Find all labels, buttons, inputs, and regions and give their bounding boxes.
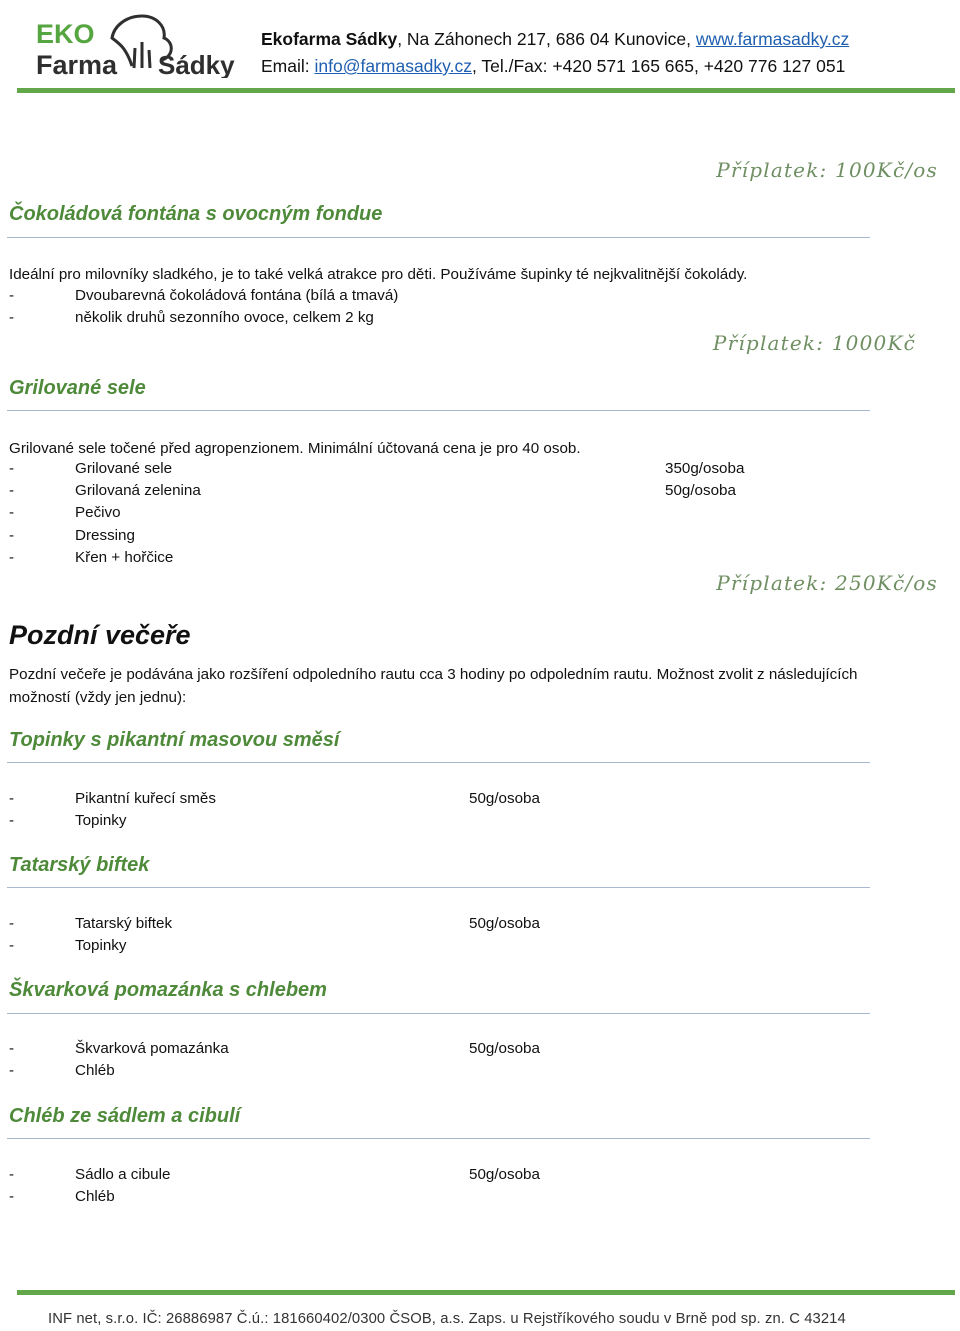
fondue-title: Čokoládová fontána s ovocným fondue	[9, 203, 383, 225]
company-name: Ekofarma Sádky	[261, 29, 398, 49]
email-link[interactable]: info@farmasadky.cz	[314, 56, 472, 76]
late-dinner-intro-line-1: Pozdní večeře je podávána jako rozšíření odpoledního rautu cca 3 hodiny po odpoledním rautu. Možnost zvolit z následujících	[9, 666, 858, 683]
list-item: - Křen + hořčice	[9, 549, 174, 566]
sele-title-rule	[7, 410, 870, 411]
header-contact-line	[261, 56, 845, 77]
list-item: - Grilované sele 350g/osoba	[9, 460, 745, 477]
option-title-rule	[7, 887, 870, 888]
late-dinner-intro-line-2: možností (vždy jen jednu):	[9, 689, 187, 706]
late-dinner-surcharge: Příplatek: 250Kč/os	[716, 571, 938, 595]
portion-amount: 50g/osoba	[469, 1040, 540, 1057]
header-address-line	[261, 29, 849, 50]
svg-text:EKO: EKO	[36, 19, 95, 49]
option-title-rule	[7, 762, 870, 763]
option-title-rule	[7, 1013, 870, 1014]
portion-amount: 50g/osoba	[469, 1166, 540, 1183]
portion-amount: 50g/osoba	[665, 482, 736, 499]
list-item: - několik druhů sezonního ovoce, celkem 2 kg	[9, 309, 374, 326]
list-item: - Topinky	[9, 937, 127, 954]
fondue-surcharge: Příplatek: 100Kč/os	[716, 158, 938, 182]
portion-amount: 50g/osoba	[469, 915, 540, 932]
option-title-rule	[7, 1138, 870, 1139]
portion-amount: 50g/osoba	[469, 790, 540, 807]
list-item: - Tatarský biftek 50g/osoba	[9, 915, 540, 932]
list-item: - Škvarková pomazánka 50g/osoba	[9, 1040, 540, 1057]
email-label: Email:	[261, 56, 315, 76]
fondue-title-rule	[7, 237, 870, 238]
sele-intro: Grilované sele točené před agropenzionem. Minimální účtovaná cena je pro 40 osob.	[9, 440, 581, 457]
phone-numbers: , Tel./Fax: +420 571 165 665, +420 776 127 051	[471, 56, 846, 76]
list-item: - Dvoubarevná čokoládová fontána (bílá a tmavá)	[9, 287, 399, 304]
sele-surcharge: Příplatek: 1000Kč	[712, 331, 916, 355]
svg-text:Farma: Farma	[36, 50, 118, 78]
website-link[interactable]: www.farmasadky.cz	[695, 29, 850, 49]
option-title-topinky: Topinky s pikantní masovou směsí	[9, 729, 340, 751]
option-title-chleb-se-sadlem: Chléb ze sádlem a cibulí	[9, 1105, 241, 1127]
list-item: - Grilovaná zelenina 50g/osoba	[9, 482, 736, 499]
company-address: , Na Záhonech 217, 686 04 Kunovice,	[397, 29, 696, 49]
header-divider	[17, 88, 955, 93]
portion-amount: 350g/osoba	[665, 460, 745, 477]
list-item: - Dressing	[9, 527, 135, 544]
sele-title: Grilované sele	[9, 377, 146, 399]
option-title-tatarsky-biftek: Tatarský biftek	[9, 854, 150, 876]
svg-text:Sádky: Sádky	[158, 50, 235, 78]
option-title-skvarkova-pomazanka: Škvarková pomazánka s chlebem	[9, 979, 327, 1001]
footer-company-info: INF net, s.r.o. IČ: 26886987 Č.ú.: 181660402/0300 ČSOB, a.s. Zaps. u Rejstříkového soudu v Brně pod sp. zn. C 43214	[48, 1311, 846, 1327]
ekofarma-logo	[34, 8, 254, 78]
logo-graphic	[34, 8, 254, 78]
footer-divider	[17, 1290, 955, 1295]
late-dinner-title: Pozdní večeře	[9, 620, 191, 650]
list-item: - Topinky	[9, 812, 127, 829]
list-item: - Pečivo	[9, 504, 121, 521]
list-item: - Chléb	[9, 1188, 115, 1205]
list-item: - Pikantní kuřecí směs 50g/osoba	[9, 790, 540, 807]
list-item: - Chléb	[9, 1062, 115, 1079]
fondue-intro: Ideální pro milovníky sladkého, je to také velká atrakce pro děti. Používáme šupinky té nejkvalitnější čokolády.	[9, 266, 748, 283]
list-item: - Sádlo a cibule 50g/osoba	[9, 1166, 540, 1183]
